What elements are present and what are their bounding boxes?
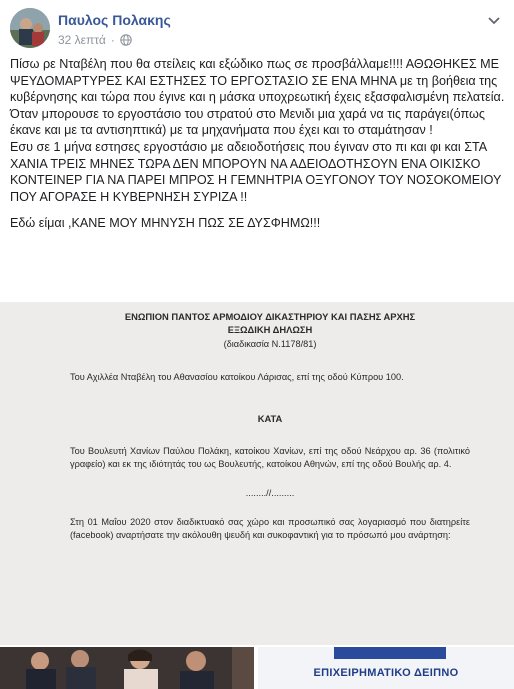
document-subtitle: (διαδικασία Ν.1178/81) bbox=[223, 339, 317, 349]
post-header bbox=[10, 8, 504, 52]
post-meta: 32 λεπτά · bbox=[58, 33, 132, 47]
document-paragraph-2: Του Βουλευτή Χανίων Παύλου Πολάκη, κατοίκου Χανίων, επί της οδού Νεάρχου αρ. 36 (πολιτικό γραφείο) και εκ της ιδιότητάς του ως Βουλευτής, κατοίκου Αθηνών, επί της οδού Βουλής αρ. 4. bbox=[70, 446, 470, 469]
document-separator: ........//......... bbox=[245, 488, 295, 498]
thumbnail-event-photo[interactable] bbox=[258, 647, 514, 689]
document-paragraph-3: Στη 01 Μαΐου 2020 στον διαδικτυακό σας χώρο και προσωπικό σας λογαριασμό που διατηρείτε (facebook) αναρτήσατε την ακόλουθη ψευδή και συκοφαντική για το πρόσωπό μου ανάρτηση: bbox=[70, 517, 470, 540]
document-paragraph-1: Του Αχιλλέα Νταβέλη του Αθανασίου κατοίκου Λάρισας, επί της οδού Κύπρου 100. bbox=[70, 372, 404, 382]
post-paragraph-1: Πίσω ρε Νταβέλη που θα στείλεις και εξώδικο πως σε προσβάλλαμε!!!! ΑΘΩΘΗΚΕΣ ΜΕ ΨΕΥΔΟΜΑΡΤΥΡΕΣ ΚΑΙ ΕΣΤΗΣΕΣ ΤΟ ΕΡΓΟΣΤΑΣΙΟ ΣΕ ΕΝΑ ΜΗΝΑ με τη βοήθεια της κυβέρνησης και τώρα που έγινε και η μάσκα υποχρεωτική έχεις εξασφαλισμένη πελατεία. bbox=[10, 57, 505, 105]
thumbnail-people-photo[interactable] bbox=[0, 647, 254, 689]
post-paragraph-3: Εσυ σε 1 μήνα εστησες εργοστάσιο με αδειοδοτήσεις που έγιναν στο πι και φι και ΣΤΑ ΧΑΝΙΑ ΤΡΕΙΣ ΜΗΝΕΣ ΤΩΡΑ ΔΕΝ ΜΠΟΡΟΥΝ ΝΑ ΑΔΕΙΟΔΟΤΗΣΟΥΝ ΕΝΑ ΟΙΚΙΣΚΟ ΚΟΝΤΕΙΝΕΡ ΓΙΑ ΝΑ ΠΑΡΕΙ ΜΠΡΟΣ Η ΓΕΜΝΗΤΡΙΑ ΟΞΥΓΟΝΟΥ ΤΟΥ ΝΟΣΟΚΟΜΕΙΟΥ ΠΟΥ ΑΓΟΡΑΣΕ Η ΚΥΒΕΡΝΗΣΗ ΣΥΡΙΖΑ !! bbox=[10, 139, 502, 204]
document-heading: ΕΞΩΔΙΚΗ ΔΗΛΩΣΗ bbox=[227, 324, 313, 335]
document-content bbox=[70, 310, 470, 542]
post-paragraph-4: Εδώ είμαι ,ΚΑΝΕ ΜΟΥ ΜΗΝΥΣΗ ΠΩΣ ΣΕ ΔΥΣΦΗΜΩ!!! bbox=[10, 216, 321, 231]
avatar[interactable] bbox=[10, 8, 50, 48]
post-text bbox=[10, 56, 506, 232]
document-title: ΕΝΩΠΙΟΝ ΠΑΝΤΟΣ ΑΡΜΟΔΙΟΥ ΔΙΚΑΣΤΗΡΙΟΥ ΚΑΙ ΠΑΣΗΣ ΑΡΧΗΣ bbox=[124, 311, 416, 322]
event-banner-bar bbox=[334, 647, 446, 659]
post-timestamp[interactable]: 32 λεπτά bbox=[58, 33, 106, 47]
attached-document-photo[interactable] bbox=[0, 302, 514, 645]
photo-thumbnails bbox=[0, 647, 514, 689]
event-banner-label: ΕΠΙΧΕΙΡΗΜΑΤΙΚΟ ΔΕΙΠΝΟ bbox=[313, 667, 459, 679]
post-paragraph-2: Όταν μπορουσε το εργοστάσιο του στρατού στο Μενιδι μια χαρά να τις παράγει(όπως έκανε και με τα αντισηπτικά) με τα μηχανήματα που έχει και το σταμάτησαν ! bbox=[10, 106, 485, 138]
globe-icon[interactable] bbox=[120, 34, 132, 46]
author-name[interactable]: Παυλος Πολακης bbox=[58, 12, 171, 28]
chevron-down-icon[interactable] bbox=[486, 12, 502, 28]
document-kata: ΚΑΤΑ bbox=[257, 413, 283, 424]
people-photo bbox=[0, 647, 254, 689]
avatar-photo bbox=[10, 8, 50, 48]
